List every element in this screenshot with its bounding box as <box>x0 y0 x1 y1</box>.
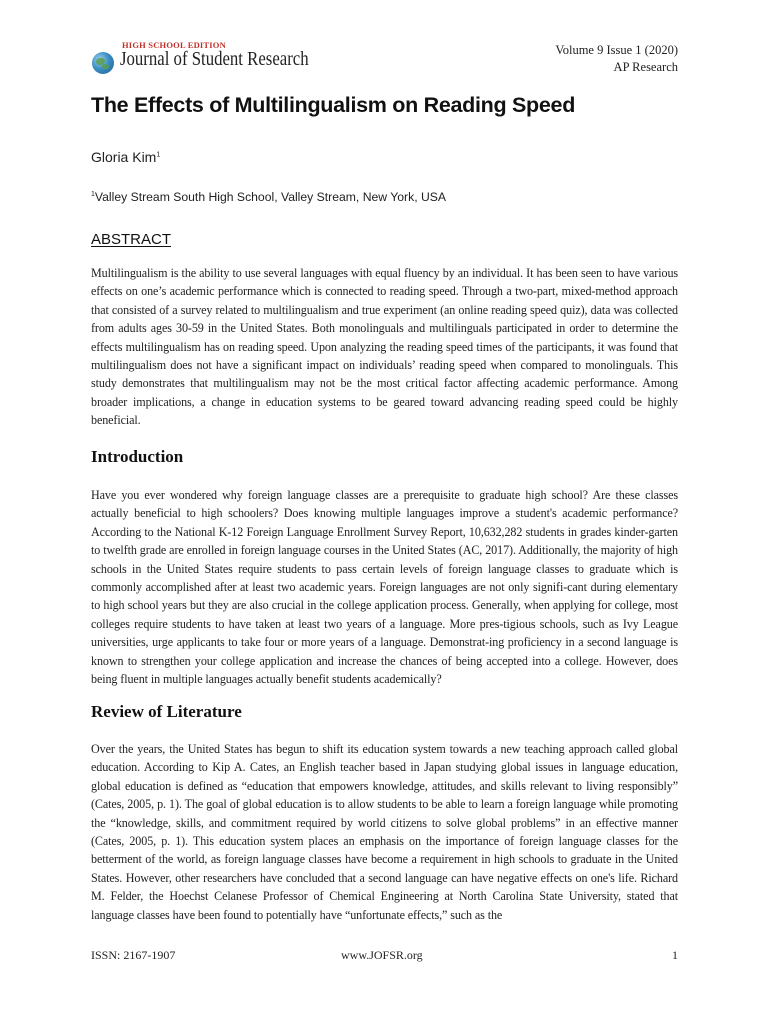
section-label: AP Research <box>613 60 678 74</box>
footer-issn: ISSN: 2167-1907 <box>91 948 176 962</box>
globe-icon <box>92 52 114 74</box>
affiliation-text: Valley Stream South High School, Valley Stream, New York, USA <box>94 190 447 204</box>
volume-label: Volume 9 Issue 1 (2020) <box>555 43 678 57</box>
author-line <box>91 149 160 165</box>
review-text: Over the years, the United States has begun to shift its education system towards a new teaching approach called global education. According to Kip A. Cates, an English teacher based in Japan studying global issues in language education, global education is defined as “education that empowers knowledge, attitudes, and skills relevant to living responsibly” (Cates, 2005, p. 1). The goal of global education is to allow students to be able to learn a foreign language while promoting the “knowledge, skills, and commitment required by world citizens to solve global problems” in an effective manner (Cates, 2005, p. 1). This education system places an emphasis on the importance of foreign language classes for the betterment of the world, as foreign language classes have become a requirement in high schools to graduate in the United States. However, other researchers have concluded that a second language can have negative effects on one's life. Richard M. Felder, the Hoechst Celanese Professor of Chemical Engineering at North Carolina State University, stated that language classes have been found to potentially have “unfortunate effects,” such as the <box>91 742 678 922</box>
logo-journal-name: Journal of Student Research <box>120 49 309 70</box>
logo-edition-label: HIGH SCHOOL EDITION <box>122 40 226 50</box>
author-affiliation-mark: 1 <box>156 151 161 159</box>
review-heading: Review of Literature <box>91 702 242 721</box>
abstract-heading: ABSTRACT <box>91 231 172 248</box>
introduction-text: Have you ever wondered why foreign language classes are a prerequisite to graduate high school? Are these classes actually beneficial to high schoolers? Does knowing multiple languages improve a student's academic performance? According to the National K-12 Foreign Language Enrollment Survey Report, 10,632,282 students in grades kinder-garten to twelfth grade are enrolled in foreign language courses in the United States (AC, 2017). Additionally, the majority of high schools in the United States require students to pass certain levels of foreign language classes to graduate which is commonly accomplished after at least two academic years. Foreign languages are not only signifi-cant during elementary to high school years but they are also crucial in the college application process. Generally, when applying for college, most colleges require students to have taken at least two years of a language. More pres-tigious schools, such as Ivy League universities, urge applicants to take four or more years of a language. Demonstrat-ing proficiency in a second language is known to strengthen your college application and increase the chances of being accepted into a college. However, does being fluent in multiple languages actually benefit students academically? <box>91 488 678 687</box>
issue-info <box>555 42 678 76</box>
page-number: 1 <box>672 948 678 962</box>
paper-title: The Effects of Multilingualism on Reading Speed <box>91 93 576 117</box>
journal-logo <box>92 40 352 80</box>
affiliation-mark: 1 <box>91 190 95 198</box>
affiliation-line <box>91 190 446 204</box>
introduction-heading: Introduction <box>91 447 184 466</box>
abstract-text: Multilingualism is the ability to use several languages with equal fluency by an individual. It has been seen to have various effects on one’s academic performance which is connected to reading speed. Through a two-part, mixed-method approach that consisted of a survey related to multilingualism and true experiment (an online reading speed quiz), data was collected from adults ages 30-59 in the United States. Both monolinguals and multilinguals participated in order to determine the effects multilingualism has on reading speed. Upon analyzing the reading speed times of the participants, it was found that multilingualism does not have a significant impact on individuals’ reading speed when compared to monolinguals. This study demonstrates that multilingualism may not be the most critical factor affecting academic performance. Among broader implications, a change in education systems to be geared toward advancing reading speed could be highly beneficial. <box>91 266 678 428</box>
author-name: Gloria Kim <box>91 149 157 165</box>
footer-website-link[interactable]: www.JOFSR.org <box>341 948 423 962</box>
